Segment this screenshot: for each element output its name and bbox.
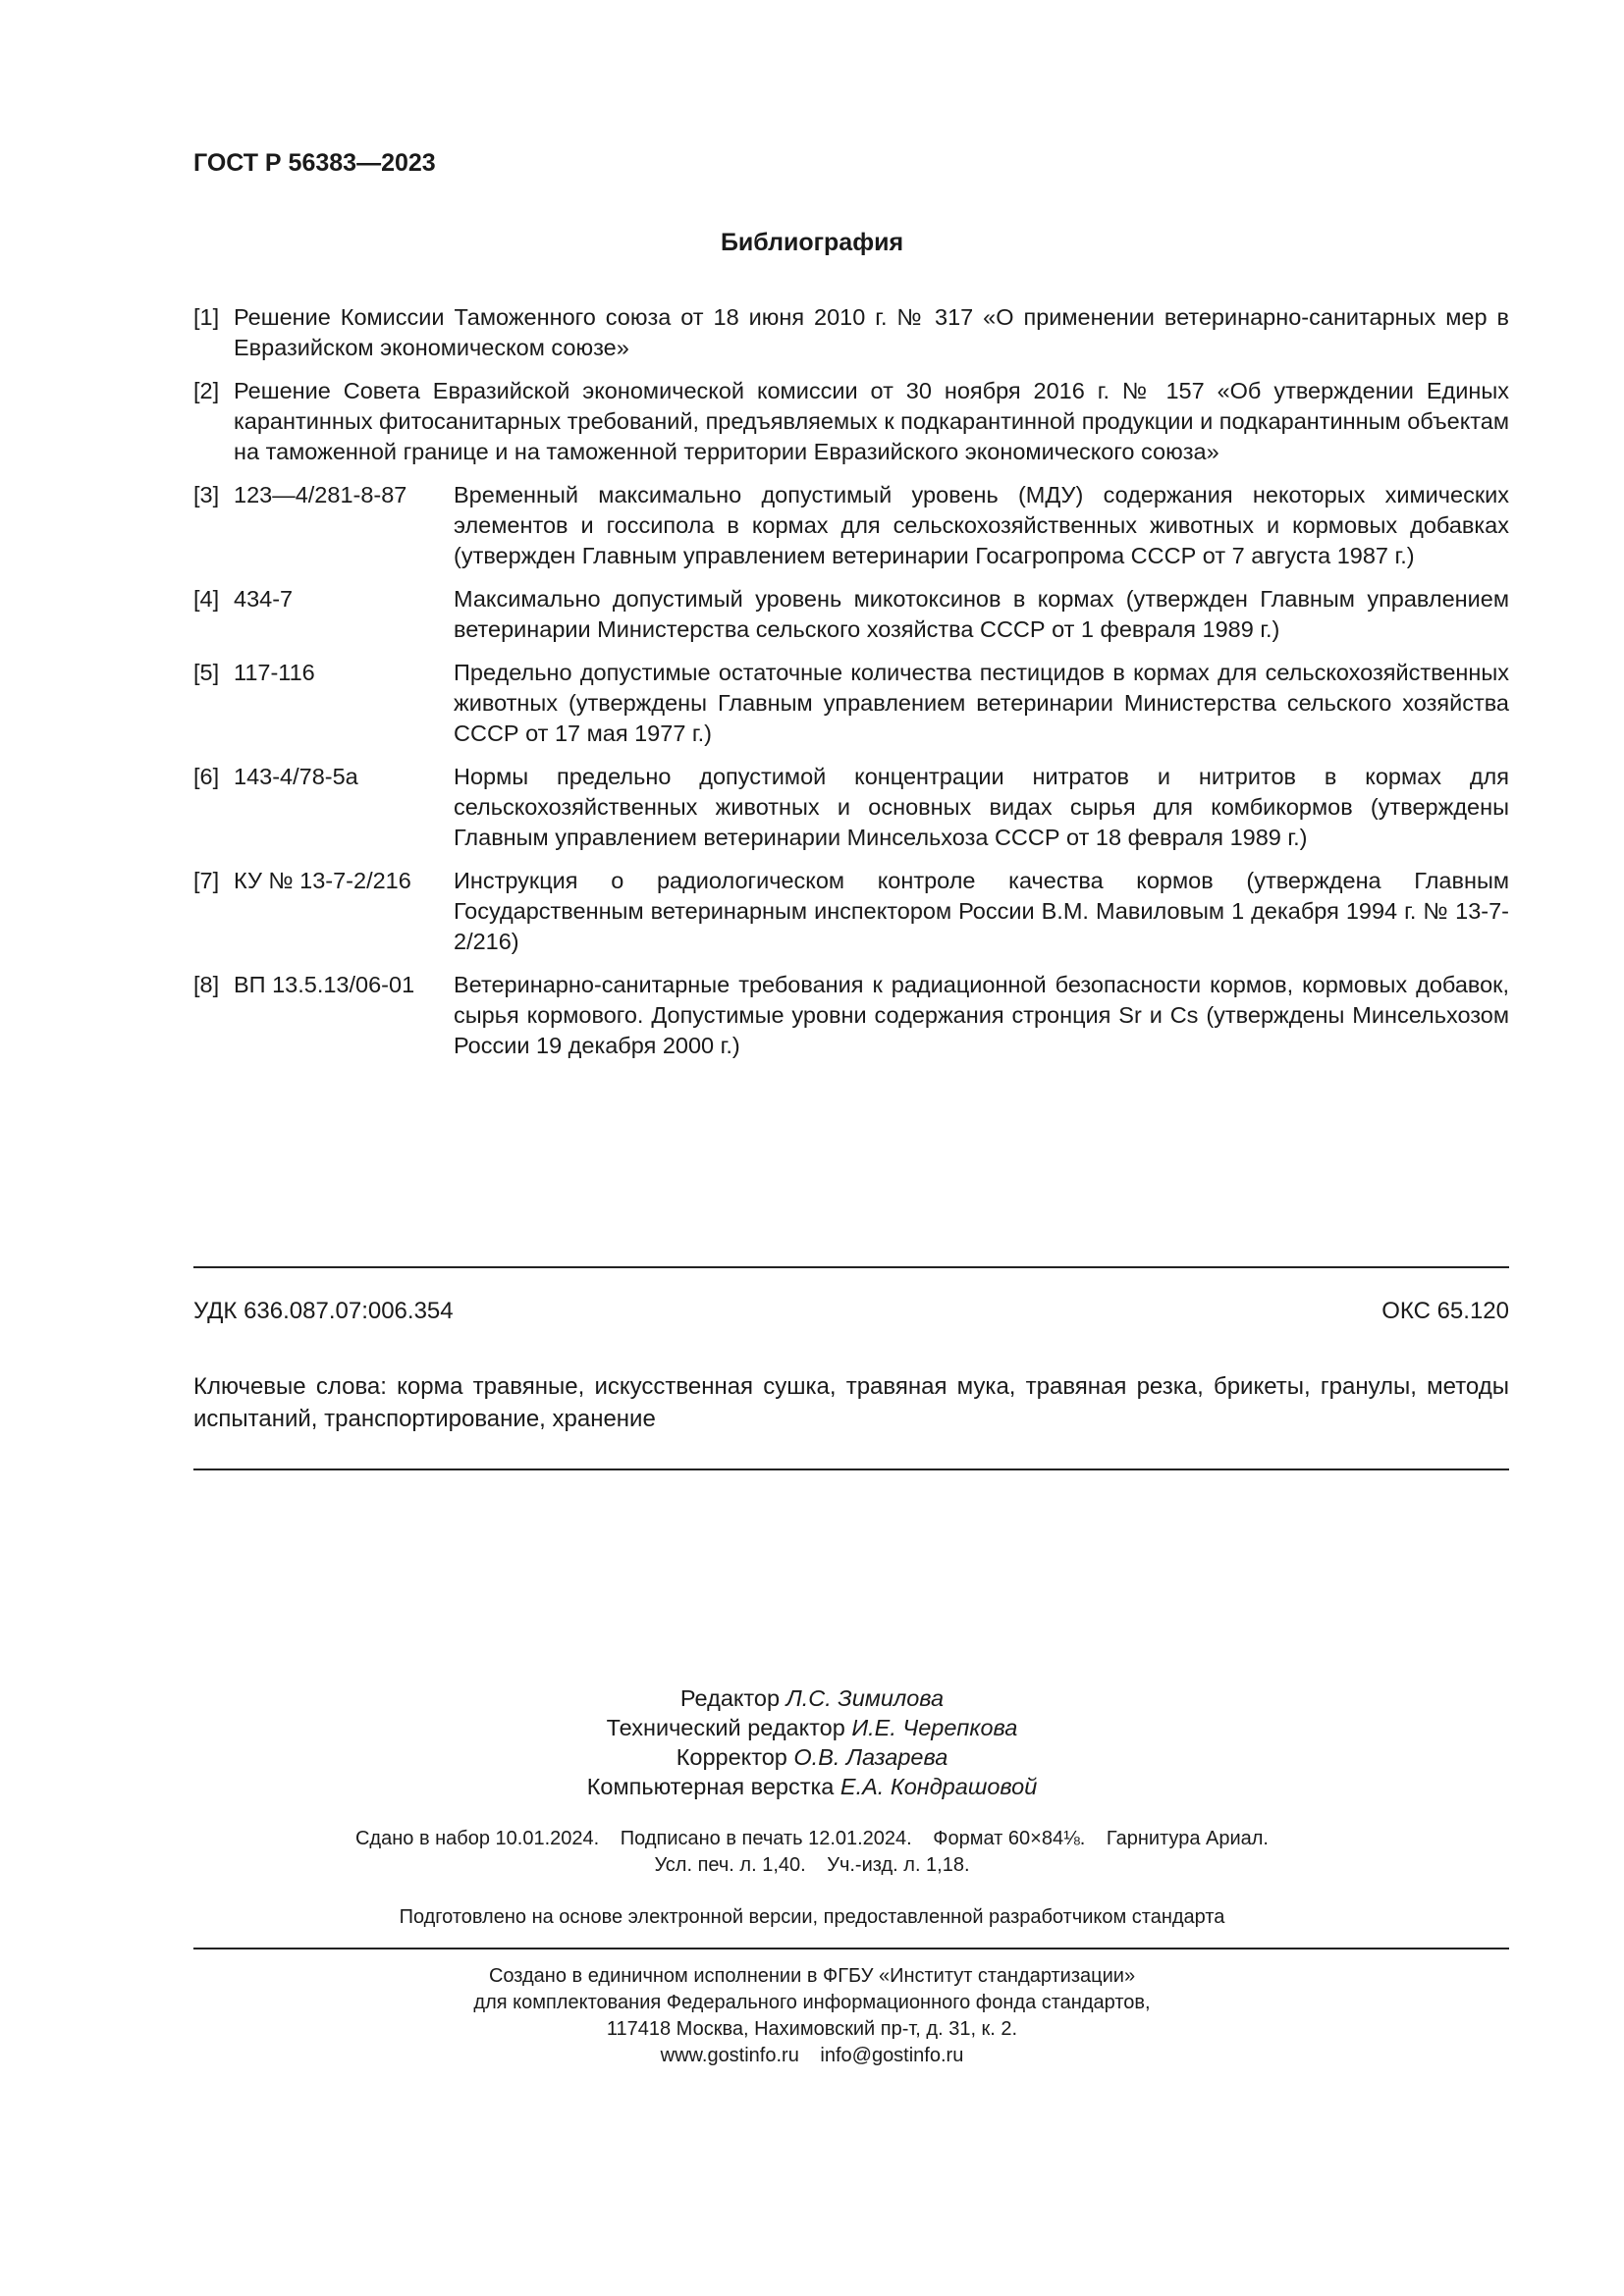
corrector-line [0, 1742, 1624, 1772]
publisher-site-link[interactable]: www.gostinfo.ru [660, 2045, 799, 2066]
print-info-line-2 [0, 1852, 1624, 1879]
ref-code: 117-116 [234, 660, 315, 685]
layout-name: Е.А. Кондрашовой [839, 1774, 1038, 1799]
signed-date: Подписано в печать 12.01.2024. [620, 1828, 912, 1849]
publisher-contacts [0, 2043, 1624, 2069]
ref-text: Временный максимально допустимый уровень (МДУ) содержания некоторых химических элементов и госсипола в кормах для сельскохозяйственных животных и кормовых добавках (утвержден Главным управлением ветеринарии Госагропрома СССР от 7 августа 1987 г.) [454, 482, 1509, 568]
separator-line [193, 1266, 1509, 1268]
bibliography-title: Библиография [720, 229, 904, 256]
ref-number: [6] [193, 764, 220, 789]
keywords: Ключевые слова: корма травяные, искусственная сушка, травяная мука, травяная резка, брикеты, гранулы, методы испытаний, транспортирование, хранение [193, 1373, 1509, 1432]
ref-text: Ветеринарно-санитарные требования к радиационной безопасности кормов, кормовых добавок, сырья кормового. Допустимые уровни содержания стронция Sr и Cs (утверждены Минсельхозом России 19 декабря 2000 г.) [454, 972, 1509, 1058]
bibliography-item [193, 762, 1509, 853]
print-format: Формат 60×84⅛. [933, 1828, 1086, 1849]
separator-line [193, 1948, 1509, 1949]
ref-text: Решение Комиссии Таможенного союза от 18 июня 2010 г. № 317 «О применении ветеринарно-санитарных мер в Евразийском экономическом союзе» [234, 304, 1509, 360]
publisher-email-link[interactable]: info@gostinfo.ru [820, 2045, 964, 2066]
bibliography-item [193, 376, 1509, 467]
corrector-name: О.В. Лазарева [793, 1744, 948, 1770]
ref-code: 434-7 [234, 586, 294, 612]
sent-date: Сдано в набор 10.01.2024. [354, 1828, 600, 1849]
edition-sheets: Уч.-изд. л. 1,18. [827, 1854, 970, 1876]
tech-editor-name: И.Е. Черепкова [851, 1715, 1018, 1740]
ref-number: [1] [193, 304, 220, 330]
corrector-role: Корректор [676, 1744, 787, 1770]
bibliography-item [193, 866, 1509, 957]
publisher-block [0, 1963, 1624, 2069]
bibliography-item [193, 658, 1509, 749]
ref-text: Инструкция о радиологическом контроле качества кормов (утверждена Главным Государственным ветеринарным инспектором России В.М. Мавиловым 1 декабря 1994 г. № 13-7-2/216) [454, 868, 1509, 954]
prepared-note: Подготовлено на основе электронной версии, предоставленной разработчиком стандарта [399, 1906, 1225, 1928]
editor-name: Л.С. Зимилова [785, 1685, 945, 1711]
ref-text: Максимально допустимый уровень микотоксинов в кормах (утвержден Главным управлением ветеринарии Министерства сельского хозяйства СССР от 1 февраля 1989 г.) [454, 586, 1509, 642]
ref-number: [2] [193, 378, 220, 403]
print-info [0, 1826, 1624, 1879]
udk-code: УДК 636.087.07:006.354 [193, 1298, 454, 1324]
ref-code: ВП 13.5.13/06-01 [234, 972, 415, 997]
bibliography-item [193, 584, 1509, 645]
editor-line [0, 1683, 1624, 1713]
print-font: Гарнитура Ариал. [1106, 1828, 1269, 1849]
print-sheets: Усл. печ. л. 1,40. [654, 1854, 806, 1876]
publisher-line: Создано в единичном исполнении в ФГБУ «Институт стандартизации» [488, 1965, 1136, 1987]
ref-number: [8] [193, 972, 220, 997]
bibliography-item [193, 970, 1509, 1061]
ref-code: 143-4/78-5а [234, 764, 358, 789]
bibliography-list [193, 302, 1509, 1074]
separator-line [193, 1468, 1509, 1470]
ref-number: [5] [193, 660, 220, 685]
publisher-line: для комплектования Федерального информационного фонда стандартов, [473, 1992, 1151, 2013]
print-info-line-1 [0, 1826, 1624, 1852]
ref-text: Решение Совета Евразийской экономической комиссии от 30 ноября 2016 г. № 157 «Об утверждении Единых карантинных фитосанитарных требований, предъявляемых к подкарантинной продукции и подкарантинным объектам на таможенной границе и на таможенной территории Евразийского экономического союза» [234, 378, 1509, 464]
publisher-address: 117418 Москва, Нахимовский пр-т, д. 31, к. 2. [606, 2018, 1018, 2040]
ref-text: Нормы предельно допустимой концентрации нитратов и нитритов в кормах для сельскохозяйственных животных и основных видах сырья для комбикормов (утверждены Главным управлением ветеринарии Минсельхоза СССР от 18 февраля 1989 г.) [454, 764, 1509, 850]
bibliography-item [193, 480, 1509, 571]
ref-number: [4] [193, 586, 220, 612]
ref-code: КУ № 13-7-2/216 [234, 868, 411, 893]
layout-line [0, 1772, 1624, 1801]
tech-editor-line [0, 1713, 1624, 1742]
editor-role: Редактор [679, 1685, 781, 1711]
ref-code: 123—4/281-8-87 [234, 482, 407, 507]
ref-number: [7] [193, 868, 220, 893]
tech-editor-role: Технический редактор [606, 1715, 845, 1740]
bibliography-item [193, 302, 1509, 363]
ref-text: Предельно допустимые остаточные количества пестицидов в кормах для сельскохозяйственных животных (утверждены Главным управлением ветеринарии Министерства сельского хозяйства СССР от 17 мая 1977 г.) [454, 660, 1509, 746]
layout-role: Компьютерная верстка [586, 1774, 835, 1799]
ref-number: [3] [193, 482, 220, 507]
credits-block [0, 1683, 1624, 1801]
document-code: ГОСТ Р 56383—2023 [193, 149, 436, 177]
oks-code: ОКС 65.120 [1381, 1298, 1509, 1324]
